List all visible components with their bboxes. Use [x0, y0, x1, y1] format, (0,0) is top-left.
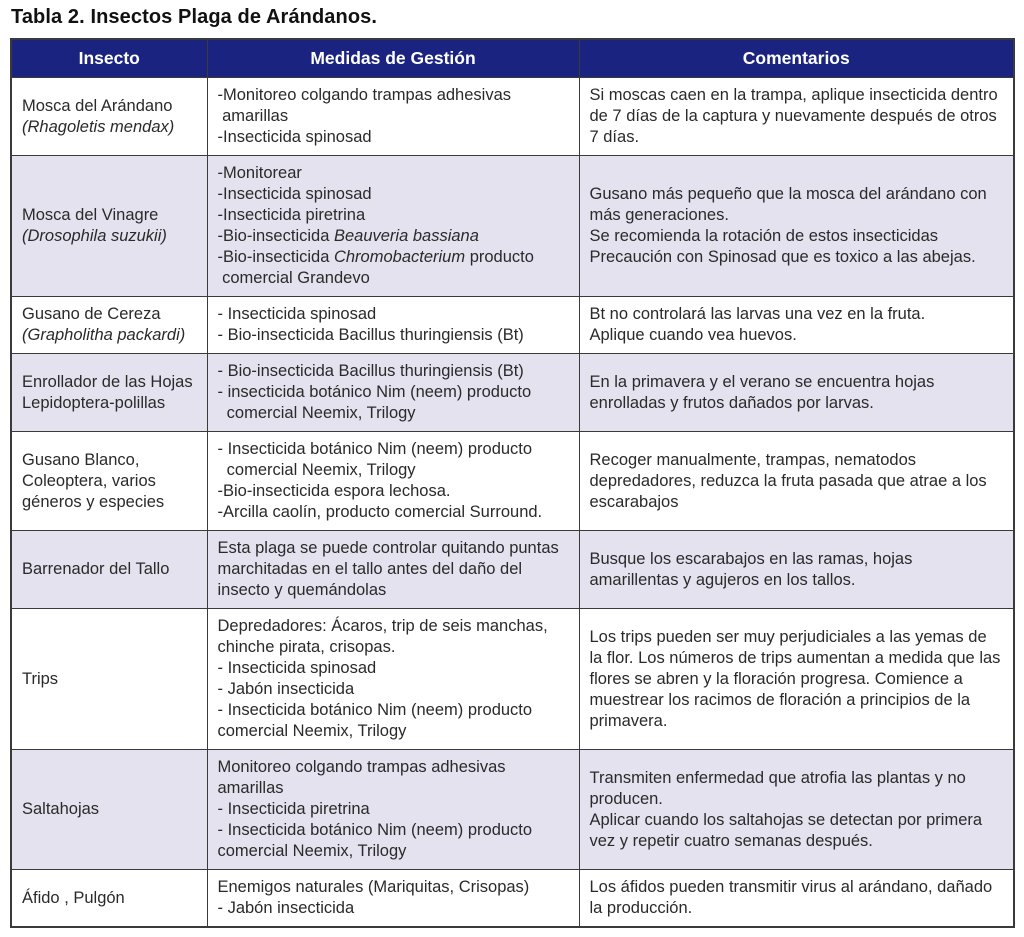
cell-line: Gusano más pequeño que la mosca del arándano con más generaciones.	[589, 185, 992, 224]
cell-line: Depredadores: Ácaros, trip de seis manchas, chinche pirata, crisopas.	[217, 617, 553, 656]
cell-line: - Bio-insecticida Bacillus thuringiensis (Bt)	[217, 326, 524, 344]
cell-line: Saltahojas	[22, 800, 100, 818]
cell-line: - Insecticida botánico Nim (neem) producto	[217, 440, 533, 458]
table-row	[11, 531, 1014, 609]
cell-line: Lepidoptera-polillas	[22, 393, 166, 412]
medidas-cell	[207, 354, 579, 432]
cell-line: - Insecticida spinosad	[217, 305, 377, 323]
cell-line: amarillas	[217, 107, 289, 125]
cell-line: -Insecticida spinosad	[217, 185, 372, 203]
insecto-cell	[11, 432, 207, 531]
insecto-cell	[11, 156, 207, 297]
cell-line: Recoger manualmente, trampas, nematodos depredadores, reduzca la fruta pasada que atrae a los escarabajos	[589, 450, 992, 511]
cell-line: Aplicar cuando los saltahojas se detectan por primera vez y repetir cuatro semanas después.	[589, 810, 987, 850]
cell-line: Esta plaga se puede controlar quitando puntas marchitadas en el tallo antes del daño del insecto y quemándolas	[217, 539, 564, 599]
cell-line: Mosca del Vinagre	[22, 206, 159, 224]
comentarios-cell	[579, 156, 1014, 297]
insecto-cell	[11, 750, 207, 870]
cell-line: Transmiten enfermedad que atrofia las plantas y no producen.	[589, 768, 971, 808]
table-row	[11, 750, 1014, 870]
cell-line: - Insecticida piretrina	[217, 800, 370, 818]
cell-line: (Rhagoletis mendax)	[22, 117, 175, 136]
cell-line: Aplique cuando vea huevos.	[589, 326, 797, 344]
cell-line: Se recomienda la rotación de estos insecticidas	[589, 227, 939, 245]
cell-line: - Bio-insecticida Bacillus thuringiensis (Bt)	[217, 362, 524, 380]
table-row	[11, 432, 1014, 531]
cell-line: -Bio-insecticida Beauveria bassiana	[217, 227, 479, 245]
comentarios-cell	[579, 78, 1014, 156]
table-row	[11, 156, 1014, 297]
comentarios-cell	[579, 531, 1014, 609]
comentarios-cell	[579, 750, 1014, 870]
insecto-cell	[11, 78, 207, 156]
insecto-cell	[11, 609, 207, 750]
cell-line: Áfido , Pulgón	[22, 888, 125, 907]
medidas-cell	[207, 297, 579, 354]
cell-line: Precaución con Spinosad que es toxico a las abejas.	[589, 248, 976, 266]
cell-line: Los trips pueden ser muy perjudiciales a las yemas de la flor. Los números de trips aumentan a medida que las flores se abren y la floración progresa. Comience a muestrear los racimos de floración a principios de la primavera.	[589, 627, 1005, 730]
insecto-cell	[11, 354, 207, 432]
header-comentarios: Comentarios	[579, 39, 1014, 78]
cell-line: Barrenador del Tallo	[22, 560, 170, 578]
cell-line: -Monitoreo colgando trampas adhesivas	[217, 86, 511, 104]
cell-line: - Jabón insecticida	[217, 899, 355, 917]
comentarios-cell	[579, 432, 1014, 531]
cell-line: comercial Neemix, Trilogy	[217, 461, 416, 479]
header-insecto: Insecto	[11, 39, 207, 78]
medidas-cell	[207, 432, 579, 531]
cell-line: Monitoreo colgando trampas adhesivas amarillas	[217, 758, 511, 797]
header-medidas: Medidas de Gestión	[207, 39, 579, 78]
table-row	[11, 354, 1014, 432]
table-header	[11, 39, 1014, 78]
insecto-cell	[11, 531, 207, 609]
table-row	[11, 78, 1014, 156]
medidas-cell	[207, 531, 579, 609]
cell-line: comercial Grandevo	[217, 269, 370, 287]
insecto-cell	[11, 297, 207, 354]
cell-line: -Bio-insecticida espora lechosa.	[217, 482, 451, 500]
cell-line: En la primavera y el verano se encuentra hojas enrolladas y frutos dañados por larvas.	[589, 372, 939, 412]
comentarios-cell	[579, 870, 1014, 928]
cell-line: Trips	[22, 669, 59, 688]
cell-line: - Jabón insecticida	[217, 680, 355, 698]
comentarios-cell	[579, 354, 1014, 432]
cell-line: Si moscas caen en la trampa, aplique insecticida dentro de 7 días de la captura y nuevamente después de otros 7 días.	[589, 86, 1003, 146]
table-row	[11, 297, 1014, 354]
medidas-cell	[207, 870, 579, 928]
cell-line: Los áfidos pueden transmitir virus al arándano, dañado la producción.	[589, 878, 997, 917]
insecto-cell	[11, 870, 207, 928]
cell-line: - Insecticida botánico Nim (neem) producto comercial Neemix, Trilogy	[217, 821, 537, 860]
medidas-cell	[207, 156, 579, 297]
cell-line: (Drosophila suzukii)	[22, 227, 167, 245]
medidas-cell	[207, 609, 579, 750]
cell-line: - Insecticida botánico Nim (neem) producto comercial Neemix, Trilogy	[217, 701, 537, 740]
table-title: Tabla 2. Insectos Plaga de Arándanos.	[11, 6, 378, 28]
cell-line: comercial Neemix, Trilogy	[217, 404, 416, 422]
cell-line: Mosca del Arándano	[22, 96, 173, 115]
cell-line: - Insecticida spinosad	[217, 659, 377, 677]
cell-line: - insecticida botánico Nim (neem) producto	[217, 383, 532, 401]
cell-line: Gusano de Cereza	[22, 305, 161, 323]
medidas-cell	[207, 78, 579, 156]
cell-line: Gusano Blanco, Coleoptera, varios géneros y especies	[22, 450, 165, 511]
cell-line: Enrollador de las Hojas	[22, 372, 193, 391]
comentarios-cell	[579, 297, 1014, 354]
header-row	[11, 39, 1014, 78]
cell-line: Busque los escarabajos en las ramas, hojas amarillentas y agujeros en los tallos.	[589, 549, 917, 589]
cell-line: -Monitorear	[217, 164, 302, 182]
cell-line: -Insecticida piretrina	[217, 206, 366, 224]
cell-line: -Bio-insecticida Chromobacterium producto	[217, 248, 534, 266]
cell-line: -Arcilla caolín, producto comercial Surround.	[217, 503, 543, 521]
table-row	[11, 609, 1014, 750]
cell-line: Bt no controlará las larvas una vez en la fruta.	[589, 305, 926, 323]
comentarios-cell	[579, 609, 1014, 750]
table-row	[11, 870, 1014, 928]
cell-line: (Grapholitha packardi)	[22, 326, 186, 344]
cell-line: Enemigos naturales (Mariquitas, Crisopas)	[217, 878, 530, 896]
pest-table	[10, 38, 1015, 928]
cell-line: -Insecticida spinosad	[217, 128, 372, 146]
medidas-cell	[207, 750, 579, 870]
table-body	[11, 78, 1014, 928]
